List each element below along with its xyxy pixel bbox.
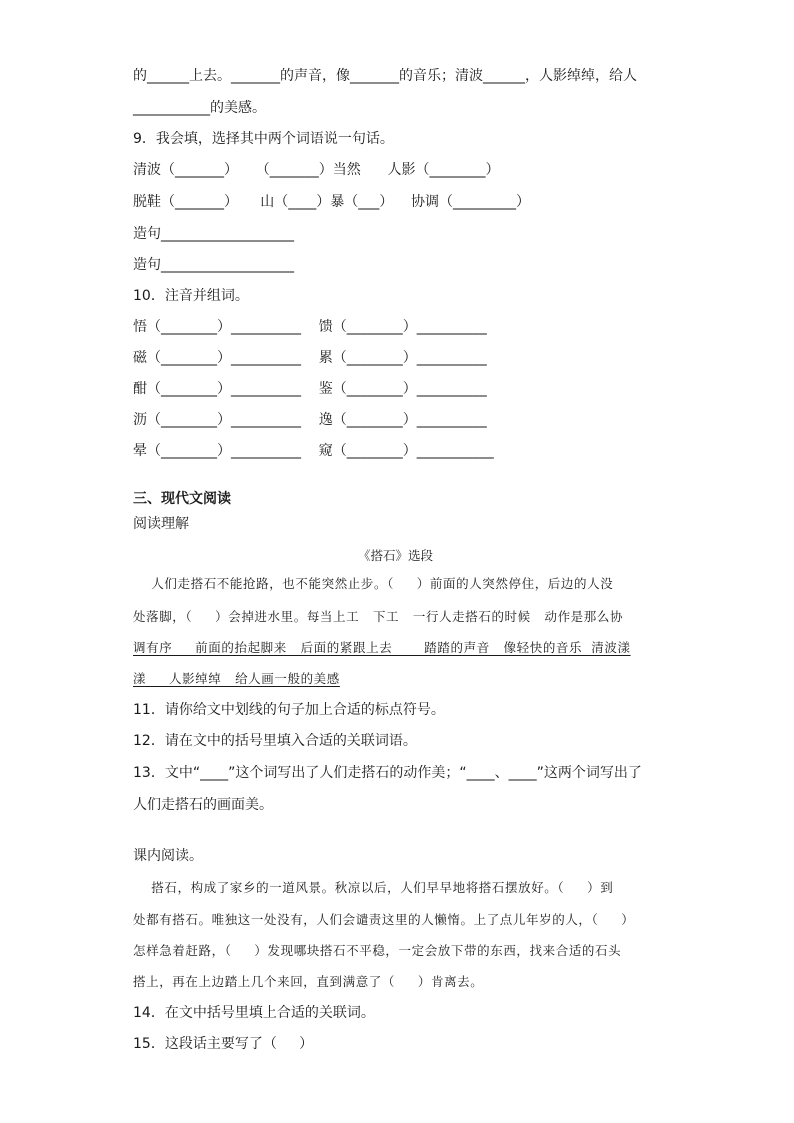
passage-line: 人们走搭石不能抢路，也不能突然止步。（ ）前面的人突然停住，后边的人没	[133, 576, 614, 591]
passage-title: 《搭石》选段	[358, 548, 434, 563]
q9-sentence-1: 造句___________________	[133, 226, 294, 242]
passage-line-underlined: 漾 人影绰绰 给人画一般的美感	[133, 671, 340, 686]
q10-row: 磁（________）__________ 累（________）__________	[133, 350, 487, 366]
q12: 12．请在文中的括号里填入合适的关联词语。	[133, 733, 417, 749]
fill-line-2: ___________的美感。	[133, 100, 266, 116]
passage-2-line: 怎样急着赶路，（ ）发现哪块搭石不平稳，一定会放下带的东西，找来合适的石头	[133, 943, 622, 958]
q10-row: 悟（________）__________ 馈（________）__________	[133, 319, 487, 335]
reading-2-heading: 课内阅读。	[133, 848, 203, 864]
q10-prompt: 10．注音并组词。	[133, 288, 249, 304]
q9-sentence-2: 造句___________________	[133, 257, 294, 273]
passage-2-line: 搭石，构成了家乡的一道风景。秋凉以后，人们早早地将搭石摆放好。（ ）到	[133, 880, 614, 895]
passage-2-line: 搭上，再在上边踏上几个来回，直到满意了（ ）肯离去。	[133, 974, 484, 989]
q9-prompt: 9．我会填，选择其中两个词语说一句话。	[133, 131, 394, 147]
q9-row-2: 脱鞋（_______） 山（____）暴（___） 协调（_________）	[133, 194, 531, 210]
section-3-heading: 三、现代文阅读	[133, 491, 231, 507]
q9-row-1: 清波（_______） （_______）当然 人影（________）	[133, 162, 500, 178]
q10-row: 酣（________）__________ 鉴（________）__________	[133, 381, 487, 397]
q11: 11．请你给文中划线的句子加上合适的标点符号。	[133, 702, 445, 718]
passage-2-line: 处都有搭石。唯独这一处没有，人们会谴责这里的人懒惰。上了点儿年岁的人，（ ）	[133, 912, 635, 927]
q13-line-2: 人们走搭石的画面美。	[133, 797, 273, 813]
q10-row: 晕（________）__________ 窥（________）___________	[133, 443, 494, 459]
q13-line-1: 13．文中“____”这个词写出了人们走搭石的动作美；“____、____”这两个词写出了	[133, 765, 642, 781]
passage-line-underlined: 调有序 前面的抬起脚来 后面的紧跟上去 踏踏的声音 像轻快的音乐 清波漾	[133, 640, 631, 655]
q10-row: 沥（________）__________ 逸（________）__________	[133, 412, 487, 428]
q14: 14．在文中括号里填上合适的关联词。	[133, 1005, 375, 1021]
section-3-subheading: 阅读理解	[133, 516, 189, 532]
passage-line: 处落脚，（ ）会掉进水里。每当上工 下工 一行人走搭石的时候 动作是那么协	[133, 609, 624, 624]
fill-line: 的______上去。_______的声音，像_______的音乐；清波______，人影绰绰，给人	[133, 68, 637, 84]
q15: 15．这段话主要写了（ ）	[133, 1036, 314, 1052]
